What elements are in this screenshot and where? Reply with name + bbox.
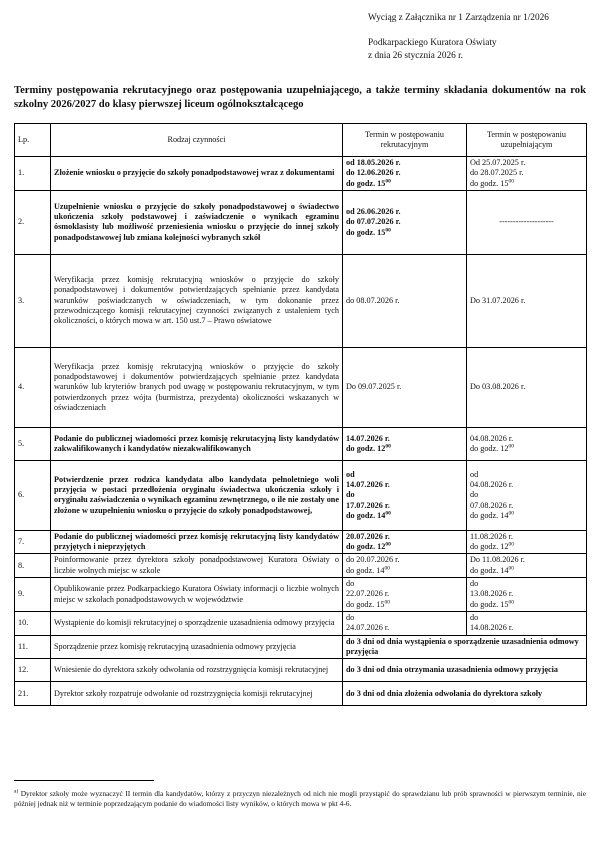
table-body: [15, 157, 587, 706]
term-line: [470, 470, 583, 480]
schedule-table: [14, 123, 587, 706]
term-line: [470, 490, 583, 500]
term-superscript: 00: [385, 443, 391, 450]
term-line: [346, 555, 463, 565]
row-number: 21.: [15, 682, 51, 706]
row-main-term: [343, 190, 467, 254]
row-main-term: [343, 427, 467, 460]
term-text: 14.07.2026 r.: [346, 479, 390, 489]
table-row: [15, 427, 587, 460]
row-merged-term: do 3 dni od dnia złożenia odwołania do dyrektora szkoły: [343, 682, 587, 706]
row-supp-term: [467, 554, 587, 578]
term-line: [346, 296, 463, 306]
term-text: --------------------: [499, 217, 554, 227]
term-text: 22.07.2026 r.: [346, 589, 390, 599]
row-supp-term: [467, 190, 587, 254]
term-superscript: 00: [508, 541, 514, 548]
row-main-term: [343, 460, 467, 530]
footnote: [14, 789, 586, 808]
term-text: 14.07.2026 r.: [346, 433, 390, 443]
row-main-term: [343, 578, 467, 612]
table-row: [15, 554, 587, 578]
term-text: do: [346, 579, 355, 589]
term-text: do 20.07.2026 r.: [346, 555, 400, 565]
term-text: do 12.06.2026 r.: [346, 168, 401, 178]
term-text: do 08.07.2026 r.: [346, 295, 400, 305]
term-line: [346, 207, 463, 217]
term-line: [346, 168, 463, 178]
table-row: [15, 659, 587, 682]
term-line: [346, 532, 463, 542]
term-line: [346, 589, 463, 599]
term-superscript: 00: [385, 177, 391, 184]
term-line: [470, 168, 583, 178]
row-number: 4.: [15, 347, 51, 427]
row-number: 7.: [15, 530, 51, 554]
term-text: do: [470, 612, 479, 622]
term-text: Do 03.08.2026 r.: [470, 382, 526, 392]
row-activity: Sporządzenie przez komisję rekrutacyjną uzasadnienia odmowy przyjęcia: [51, 635, 343, 659]
term-line: [470, 600, 583, 610]
term-superscript: 00: [508, 510, 514, 517]
table-header-row: [15, 124, 587, 157]
term-text: do 07.07.2026 r.: [346, 217, 401, 227]
row-main-term: [343, 347, 467, 427]
header-main-term: Termin w postępowaniu rekrutacyjnym: [343, 124, 467, 157]
term-superscript: 00: [385, 510, 391, 517]
row-number: 1.: [15, 157, 51, 191]
term-text: Do 31.07.2026 r.: [470, 295, 526, 305]
term-line: [346, 613, 463, 623]
term-line: [470, 542, 583, 552]
term-text: od 26.06.2026 r.: [346, 206, 401, 216]
header-activity: Rodzaj czynności: [51, 124, 343, 157]
table-row: [15, 578, 587, 612]
row-activity: Weryfikacja przez komisję rekrutacyjną wniosków o przyjęcie do szkoły ponadpodstawowej i dokumentów potwierdzających spełnianie przez kandydata warunków poświadczanych w oświadczeniach, w tym dokonanie przez przewodniczącego komisji rekrutacyjnej czynności związanych z ustaleniem tych okoliczności, o których mowa w art. 150 ust.7 – Prawo oświatowe: [51, 254, 343, 347]
term-superscript: 00: [384, 565, 390, 572]
term-text: do godz. 15: [470, 599, 509, 609]
row-activity: Złożenie wniosku o przyjęcie do szkoły ponadpodstawowej wraz z dokumentami: [51, 157, 343, 191]
term-text: 24.07.2026 r.: [346, 623, 390, 633]
row-supp-term: [467, 254, 587, 347]
row-supp-term: [467, 530, 587, 554]
row-number: 12.: [15, 659, 51, 682]
row-activity: Weryfikacja przez komisję rekrutacyjną wniosków o przyjęcie do szkoły ponadpodstawowej i dokumentów potwierdzających spełnianie przez kandydata warunków lub kryteriów branych pod uwagę w postępowaniu rekrutacyjnym, w tym potwierdzonych przez wójta (burmistrza, prezydenta) okoliczności wskazanych w oświadczeniach: [51, 347, 343, 427]
term-line: [470, 434, 583, 444]
term-text: do 28.07.2025 r.: [470, 168, 524, 178]
term-text: do: [346, 612, 355, 622]
row-main-term: [343, 254, 467, 347]
term-line: [470, 623, 583, 633]
term-text: do godz. 12: [346, 443, 386, 453]
row-supp-term: [467, 578, 587, 612]
table-row: [15, 530, 587, 554]
term-text: do godz. 15: [346, 227, 386, 237]
term-text: do godz. 14: [470, 565, 509, 575]
row-merged-term: do 3 dni od dnia otrzymania uzasadnienia odmowy przyjęcia: [343, 659, 587, 682]
row-number: 11.: [15, 635, 51, 659]
table-row: [15, 347, 587, 427]
term-text: do: [470, 490, 479, 500]
table-row: [15, 460, 587, 530]
term-text: do godz. 14: [346, 565, 385, 575]
term-line: [346, 444, 463, 454]
row-supp-term: [467, 427, 587, 460]
row-activity: Wystąpienie do komisji rekrutacyjnej o sporządzenie uzasadnienia odmowy przyjęcia: [51, 611, 343, 635]
term-text: Do 09.07.2025 r.: [346, 382, 402, 392]
term-text: 17.07.2026 r.: [346, 500, 390, 510]
term-superscript: 00: [508, 565, 514, 572]
table-row: [15, 611, 587, 635]
row-activity: Wniesienie do dyrektora szkoły odwołania od rozstrzygnięcia komisji rekrutacyjnej: [51, 659, 343, 682]
term-line: [470, 532, 583, 542]
term-line: [346, 542, 463, 552]
term-superscript: 00: [508, 598, 514, 605]
term-text: do: [470, 579, 479, 589]
term-superscript: 00: [385, 541, 391, 548]
term-line: [346, 511, 463, 521]
row-activity: Potwierdzenie przez rodzica kandydata albo kandydata pełnoletniego woli przyjęcia w postaci przedłożenia oryginału świadectwa ukończenia szkoły i oryginału zaświadczenia o wynikach egzaminu zewnętrznego, o ile nie zostały one złożone w uzupełnieniu wniosku o przyjęcie do szkoły ponadpodstawowej,: [51, 460, 343, 530]
table-row: [15, 157, 587, 191]
row-main-term: [343, 157, 467, 191]
table-row: [15, 254, 587, 347]
term-line: [346, 600, 463, 610]
row-activity: Opublikowanie przez Podkarpackiego Kuratora Oświaty informacji o liczbie wolnych miejsc w szkołach ponadpodstawowych w województwie: [51, 578, 343, 612]
term-text: do godz. 14: [346, 510, 386, 520]
term-line: [470, 158, 583, 168]
term-text: 04.08.2026 r.: [470, 479, 514, 489]
document-title: Terminy postępowania rekrutacyjnego oraz postępowania uzupełniającego, a także terminy składania dokumentów na rok szkolny 2026/2027 do klasy pierwszej liceum ogólnokształcącego: [14, 85, 586, 110]
row-supp-term: [467, 611, 587, 635]
term-line: [470, 296, 583, 306]
term-line: [346, 158, 463, 168]
row-activity: Poinformowanie przez dyrektora szkoły ponadpodstawowej Kuratora Oświaty o liczbie wolnych miejsc w szkole: [51, 554, 343, 578]
term-line: [346, 579, 463, 589]
term-text: 13.08.2026 r.: [470, 589, 514, 599]
row-activity: Podanie do publicznej wiadomości przez komisję rekrutacyjną listy kandydatów przyjętych i nieprzyjętych: [51, 530, 343, 554]
row-supp-term: [467, 460, 587, 530]
term-line: [470, 217, 583, 227]
footnote-text: Dyrektor szkoły może wyznaczyć II termin dla kandydatów, którzy z przyczyn niezależnych od nich nie mogli przystąpić do sprawdzianu lub prób sprawności w pierwszym terminie, nie później jednak niż w terminie poprzedzającym podanie do wiadomości listy wyników, o których mowa w pkt 4-6.: [14, 789, 586, 808]
term-text: 20.07.2026 r.: [346, 531, 390, 541]
footnote-divider: [14, 780, 154, 781]
term-line: [470, 566, 583, 576]
term-line: [346, 382, 463, 392]
term-superscript: 00: [508, 177, 514, 184]
term-line: [470, 444, 583, 454]
row-activity: Uzupełnienie wniosku o przyjęcie do szkoły ponadpodstawowej o świadectwo ukończenia szkoły podstawowej i zaświadczenie o wynikach egzaminu ósmoklasisty lub możliwość przeniesienia wniosku o przyjęcie do innej szkoły ponadpodstawowej lub zmiana kolejności wybranych szkół: [51, 190, 343, 254]
term-superscript: 00: [385, 226, 391, 233]
term-superscript: 00: [384, 598, 390, 605]
row-main-term: [343, 530, 467, 554]
header-line-1: Wyciąg z Załącznika nr 1 Zarządzenia nr 1/2026: [368, 13, 549, 23]
term-line: [346, 179, 463, 189]
term-line: [346, 480, 463, 490]
term-line: [470, 613, 583, 623]
term-line: [346, 623, 463, 633]
term-line: [470, 589, 583, 599]
row-number: 6.: [15, 460, 51, 530]
footnote-marker: a): [14, 788, 19, 795]
term-text: do godz. 12: [470, 542, 509, 552]
term-text: od: [346, 469, 355, 479]
term-line: [346, 217, 463, 227]
row-supp-term: [467, 157, 587, 191]
header-line-3: z dnia 26 stycznia 2026 r.: [368, 51, 464, 61]
header-supp-term: Termin w postępowaniu uzupełniającym: [467, 124, 587, 157]
row-main-term: [343, 611, 467, 635]
term-line: [470, 579, 583, 589]
term-line: [470, 555, 583, 565]
term-text: od: [470, 469, 479, 479]
table-row: [15, 190, 587, 254]
term-text: do: [346, 490, 355, 500]
term-text: do godz. 15: [346, 178, 386, 188]
term-text: od 18.05.2026 r.: [346, 158, 401, 167]
term-text: do godz. 12: [346, 542, 386, 552]
term-text: do godz. 15: [346, 599, 385, 609]
term-text: 04.08.2026 r.: [470, 433, 514, 443]
row-merged-term: do 3 dni od dnia wystąpienia o sporządzenie uzasadnienia odmowy przyjęcia: [343, 635, 587, 659]
term-text: Od 25.07.2025 r.: [470, 158, 526, 167]
row-number: 3.: [15, 254, 51, 347]
row-number: 10.: [15, 611, 51, 635]
term-superscript: 00: [508, 443, 514, 450]
header-line-2: Podkarpackiego Kuratora Oświaty: [368, 38, 497, 48]
row-number: 5.: [15, 427, 51, 460]
table-row: [15, 682, 587, 706]
document-header: [368, 12, 593, 63]
term-text: do godz. 14: [470, 510, 509, 520]
row-activity: Dyrektor szkoły rozpatruje odwołanie od rozstrzygnięcia komisji rekrutacyjnej: [51, 682, 343, 706]
term-line: [346, 501, 463, 511]
term-line: [346, 490, 463, 500]
term-text: 07.08.2026 r.: [470, 500, 514, 510]
row-number: 9.: [15, 578, 51, 612]
term-text: do godz. 12: [470, 443, 509, 453]
row-activity: Podanie do publicznej wiadomości przez komisję rekrutacyjną listy kandydatów zakwalifikowanych i kandydatów niezakwalifikowanych: [51, 427, 343, 460]
term-line: [470, 382, 583, 392]
term-line: [346, 434, 463, 444]
term-text: Do 11.08.2026 r.: [470, 555, 525, 565]
term-line: [346, 470, 463, 480]
row-main-term: [343, 554, 467, 578]
term-text: 14.08.2026 r.: [470, 623, 514, 633]
term-line: [470, 179, 583, 189]
term-line: [470, 501, 583, 511]
term-line: [470, 511, 583, 521]
header-lp: Lp.: [15, 124, 51, 157]
row-supp-term: [467, 347, 587, 427]
term-line: [346, 228, 463, 238]
term-line: [470, 480, 583, 490]
table-row: [15, 635, 587, 659]
term-line: [346, 566, 463, 576]
row-number: 2.: [15, 190, 51, 254]
term-text: 11.08.2026 r.: [470, 531, 513, 541]
row-number: 8.: [15, 554, 51, 578]
term-text: do godz. 15: [470, 178, 509, 188]
